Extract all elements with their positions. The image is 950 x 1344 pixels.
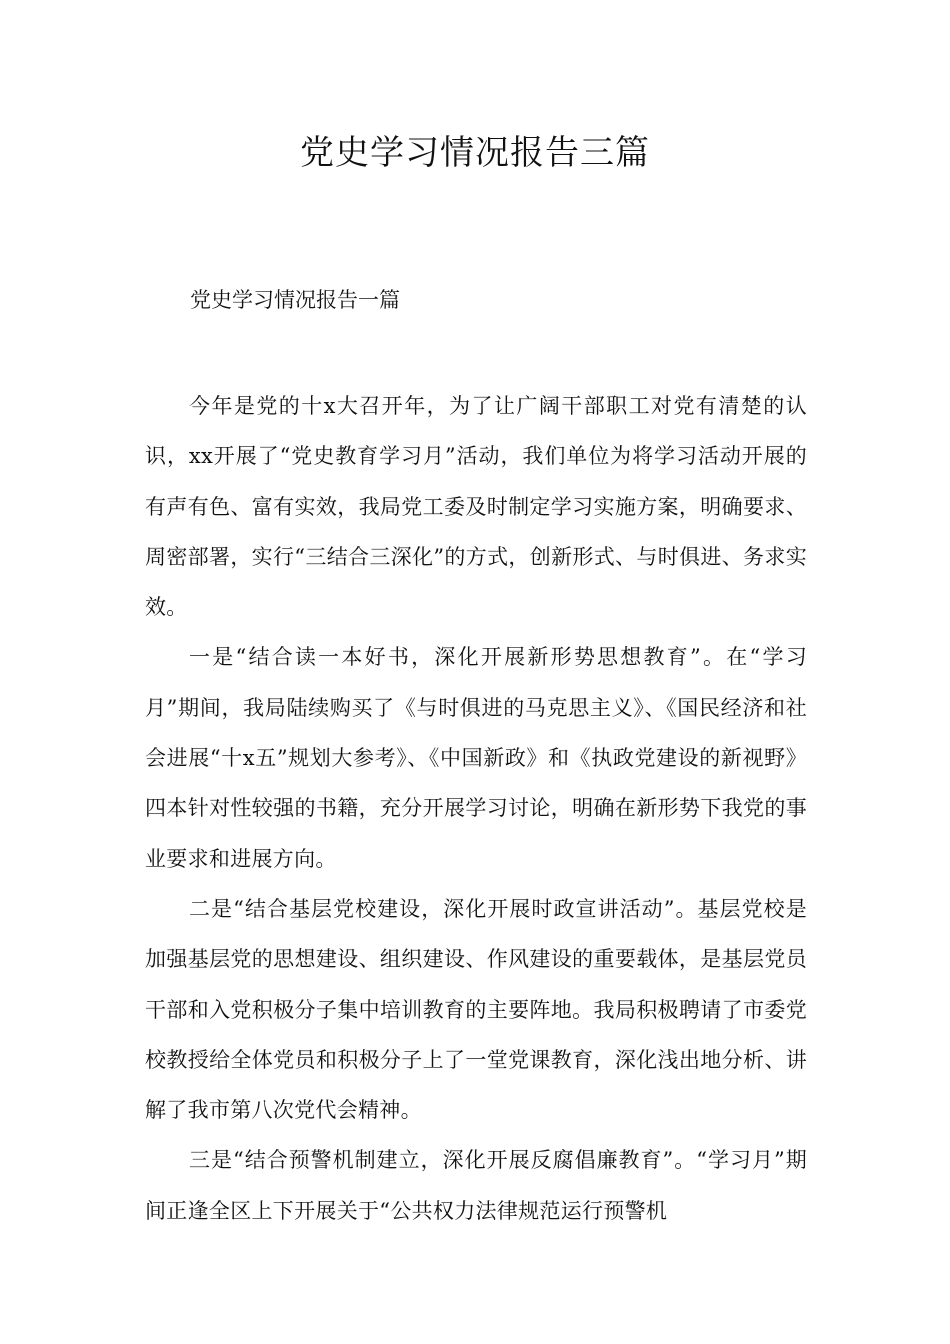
paragraph: 二是“结合基层党校建设，深化开展时政宣讲活动”。基层党校是加强基层党的思想建设、组织建设、作风建设的重要载体，是基层党员干部和入党积极分子集中培训教育的主要阵地。我局积极聘请了市委党校教授给全体党员和积极分子上了一堂党课教育，深化浅出地分析、讲解了我市第八次党代会精神。 [145,896,807,1123]
document-title: 党史学习情况报告三篇 [300,133,650,173]
paragraph: 一是“结合读一本好书，深化开展新形势思想教育”。在“学习月”期间，我局陆续购买了《与时俱进的马克思主义》、《国民经济和社会进展“十x五”规划大参考》、《中国新政》和《执政党建设的新视野》四本针对性较强的书籍，充分开展学习讨论，明确在新形势下我党的事业要求和进展方向。 [145,645,807,871]
section-heading: 党史学习情况报告一篇 [190,288,400,312]
paragraph: 三是“结合预警机制建立，深化开展反腐倡廉教育”。“学习月”期间正逢全区上下开展关于“公共权力法律规范运行预警机 [145,1148,807,1223]
paragraph: 今年是党的十x大召开年，为了让广阔干部职工对党有清楚的认识，xx开展了“党史教育学习月”活动，我们单位为将学习活动开展的有声有色、富有实效，我局党工委及时制定学习实施方案，明确要求、周密部署，实行“三结合三深化”的方式，创新形式、与时俱进、务求实效。 [145,394,807,620]
document-body [145,381,807,1236]
